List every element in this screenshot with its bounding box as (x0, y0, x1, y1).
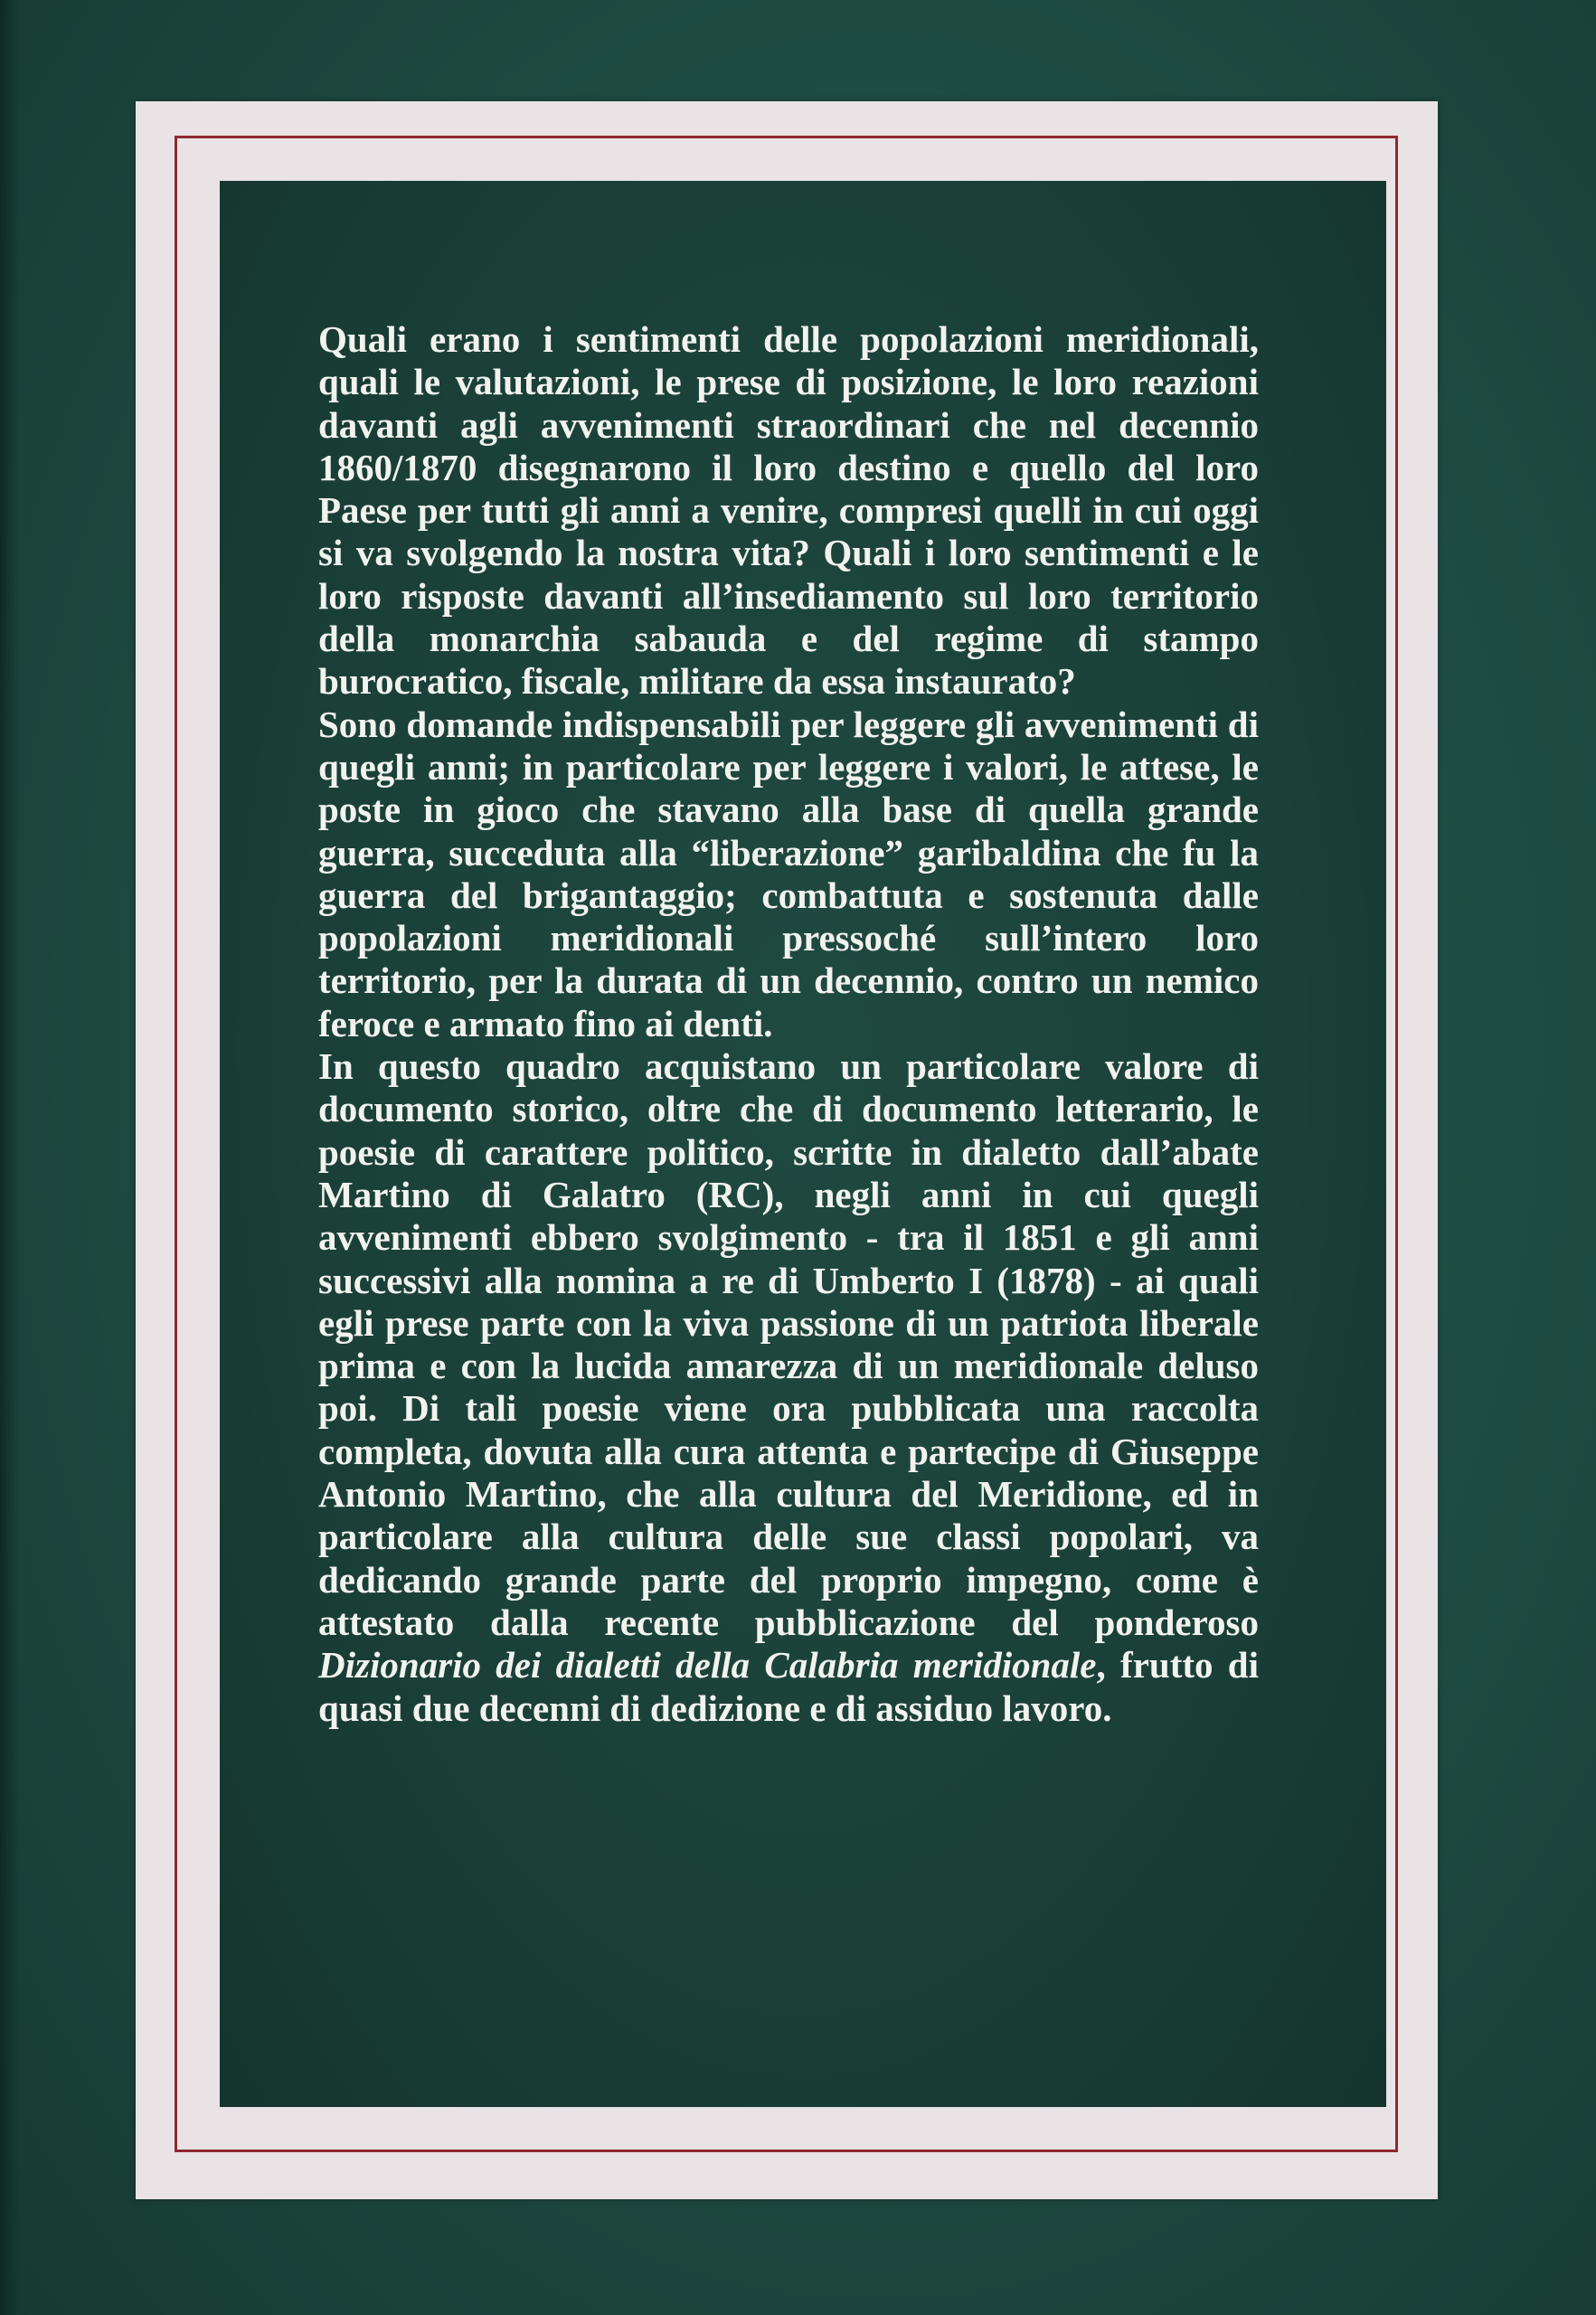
blurb-text (318, 318, 1259, 1730)
blurb-paragraph-3 (318, 1045, 1259, 1730)
blurb-paragraph-1 (318, 318, 1259, 704)
blurb-p3-text-b: , frutto di quasi due decenni di dedizione e di assiduo lavoro. (318, 1644, 1259, 1729)
blurb-p2-text: Sono domande indispensabili per leggere gli avvenimenti di quegli anni; in particolare per leggere i valori, le attese, le poste in gioco che stavano alla base di quella grande guerra, succeduta alla “liberazione” garibaldina che fu la guerra del brigantaggio; combattuta e sostenuta dalle popolazioni meridionali pressoché sull’intero loro territorio, per la durata di un decennio, contro un nemico feroce e armato fino ai denti. (318, 703, 1259, 1044)
dictionary-title: Dizionario dei dialetti della Calabria meridionale (318, 1644, 1097, 1687)
blurb-p3-text-a: In questo quadro acquistano un particolare valore di documento storico, oltre che di documento letterario, le poesie di carattere politico, scritte in dialetto dall’abate Martino di Galatro (RC), negli anni in cui quegli avvenimenti ebbero svolgimento - tra il 1851 e gli anni successivi alla nomina a re di Umberto I (1878) - ai quali egli prese parte con la viva passione di un patriota liberale prima e con la lucida amarezza di un meridionale deluso poi. Di tali poesie viene ora pubblicata una raccolta completa, dovuta alla cura attenta e partecipe di Giuseppe Antonio Martino, che alla cultura del Meridione, ed in particolare alla cultura delle sue classi popolari, va dedicando grande parte del proprio impegno, come è attestato dalla recente pubblicazione del ponderoso (318, 1045, 1259, 1643)
cover-spine-shadow (0, 0, 20, 2315)
blurb-paragraph-2 (318, 704, 1259, 1045)
blurb-p1-text: Quali erano i sentimenti delle popolazioni meridionali, quali le valutazioni, le prese di posizione, le loro reazioni davanti agli avvenimenti straordinari che nel decennio 1860/1870 disegnarono il loro destino e quello del loro Paese per tutti gli anni a venire, compresi quelli in cui oggi si va svolgendo la nostra vita? Quali i loro sentimenti e le loro risposte davanti all’insediamento sul loro territorio della monarchia sabauda e del regime di stampo burocratico, fiscale, militare da essa instaurato? (318, 318, 1259, 703)
